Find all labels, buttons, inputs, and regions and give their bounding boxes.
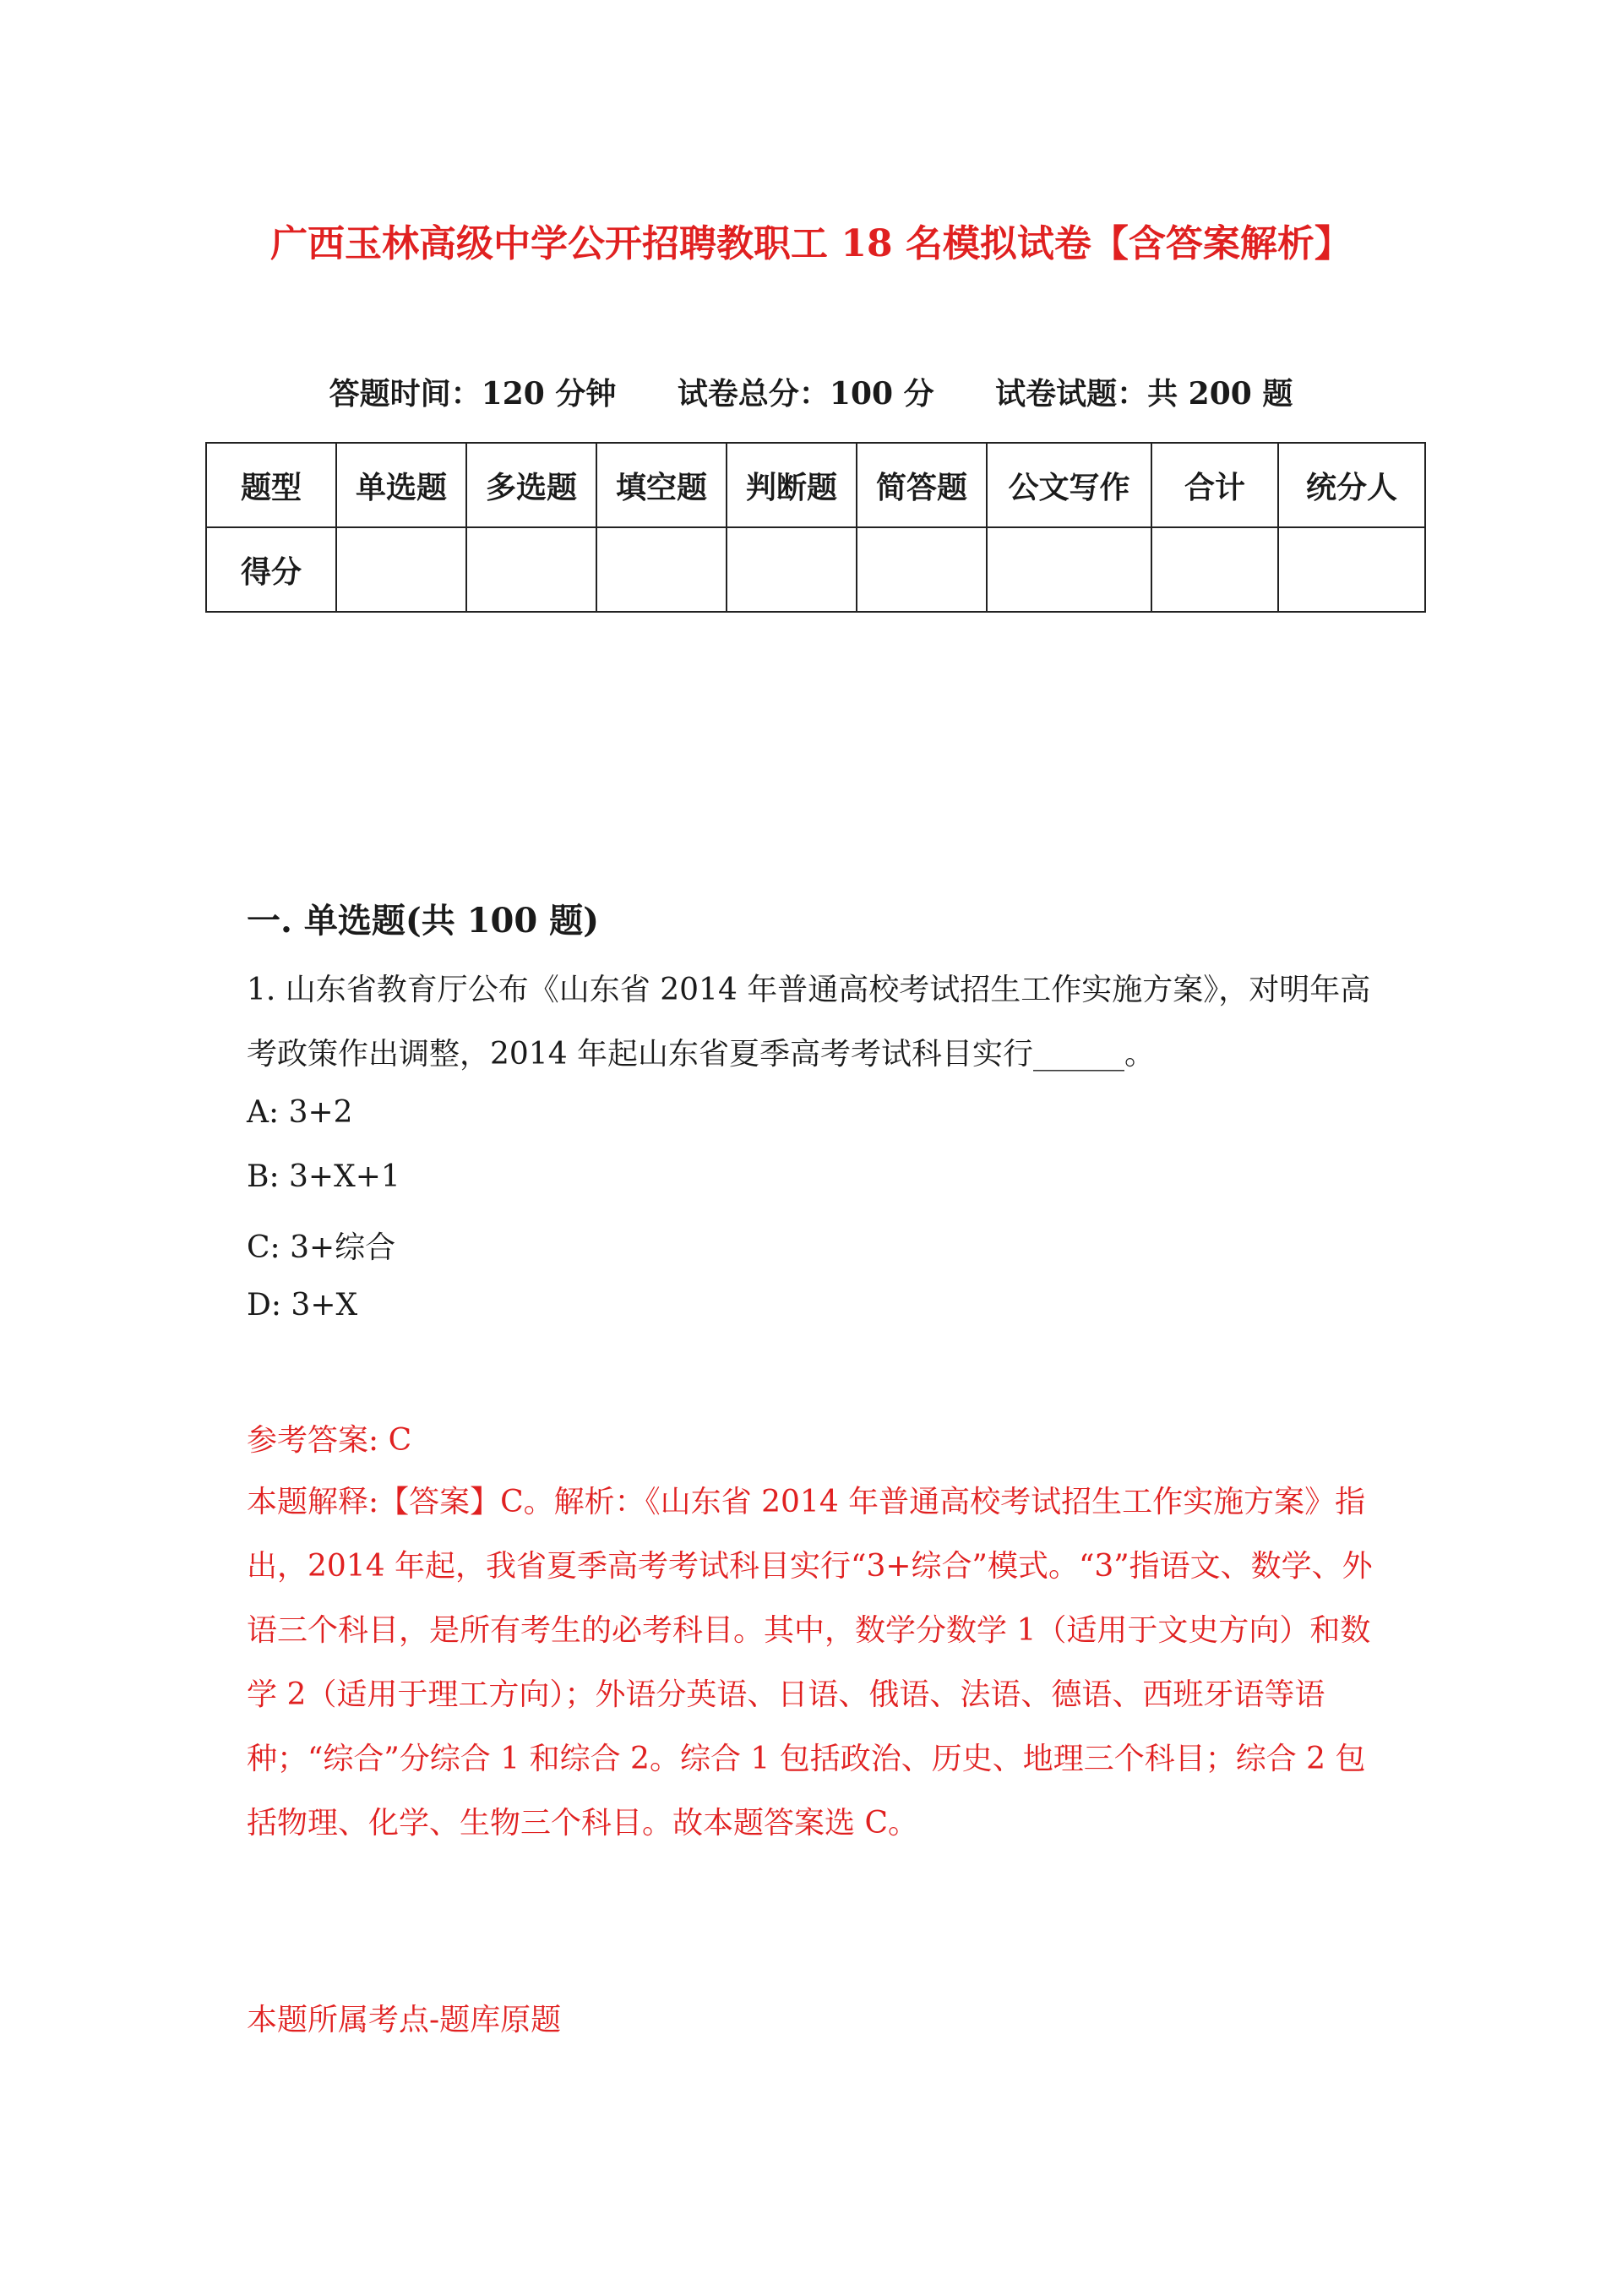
score-table-header: 多选题 <box>466 443 596 527</box>
score-table-header: 判断题 <box>727 443 857 527</box>
score-table-header: 填空题 <box>596 443 727 527</box>
score-cell <box>336 527 466 612</box>
exam-total-score: 试卷总分：100 分 <box>677 376 934 412</box>
option-b: B: 3+X+1 <box>247 1159 400 1194</box>
score-cell <box>857 527 987 612</box>
exam-question-count: 试卷试题：共 200 题 <box>995 376 1293 412</box>
score-table-header: 单选题 <box>336 443 466 527</box>
score-table-header: 简答题 <box>857 443 987 527</box>
score-cell <box>727 527 857 612</box>
option-a: A: 3+2 <box>247 1095 353 1130</box>
score-table-header: 合计 <box>1151 443 1278 527</box>
score-cell <box>1278 527 1425 612</box>
score-table-header: 统分人 <box>1278 443 1425 527</box>
score-table-header: 公文写作 <box>987 443 1151 527</box>
score-table-header: 题型 <box>206 443 336 527</box>
score-table-score-row <box>206 527 1425 612</box>
score-cell <box>1151 527 1278 612</box>
option-c: C: 3+综合 <box>247 1230 396 1265</box>
question-source: 本题所属考点-题库原题 <box>247 2003 562 2037</box>
score-table-header-row <box>206 443 1425 527</box>
page-title: 广西玉林高级中学公开招聘教职工 18 名模拟试卷【含答案解析】 <box>270 222 1352 265</box>
section-heading: 一. 单选题(共 100 题) <box>247 901 600 941</box>
score-cell <box>466 527 596 612</box>
score-row-label: 得分 <box>206 527 336 612</box>
answer-explanation: 本题解释:【答案】C。解析：《山东省 2014 年普通高校考试招生工作实施方案》指出，2014 年起，我省夏季高考考试科目实行“3+综合”模式。“3”指语文、数学、外语三个科目，是所有考生的必考科目。其中，数学分数学 1（适用于文史方向）和数学 2（适用于理工方向）；外语分英语、日语、俄语、法语、德语、西班牙语等语种；“综合”分综合 1 和综合 2。综合 1 包括政治、历史、地理三个科目；综合 2 包括物理、化学、生物三个科目。故本题答案选 C。 <box>247 1485 1373 1841</box>
exam-info <box>0 370 1622 413</box>
score-cell <box>987 527 1151 612</box>
option-d: D: 3+X <box>247 1288 358 1323</box>
reference-answer: 参考答案: C <box>247 1423 412 1458</box>
score-table <box>205 442 1426 613</box>
exam-time: 答题时间：120 分钟 <box>329 376 617 412</box>
score-cell <box>596 527 727 612</box>
question-text: 1. 山东省教育厅公布《山东省 2014 年普通高校考试招生工作实施方案》，对明年高考政策作出调整，2014 年起山东省夏季高考考试科目实行______。 <box>247 973 1371 1072</box>
